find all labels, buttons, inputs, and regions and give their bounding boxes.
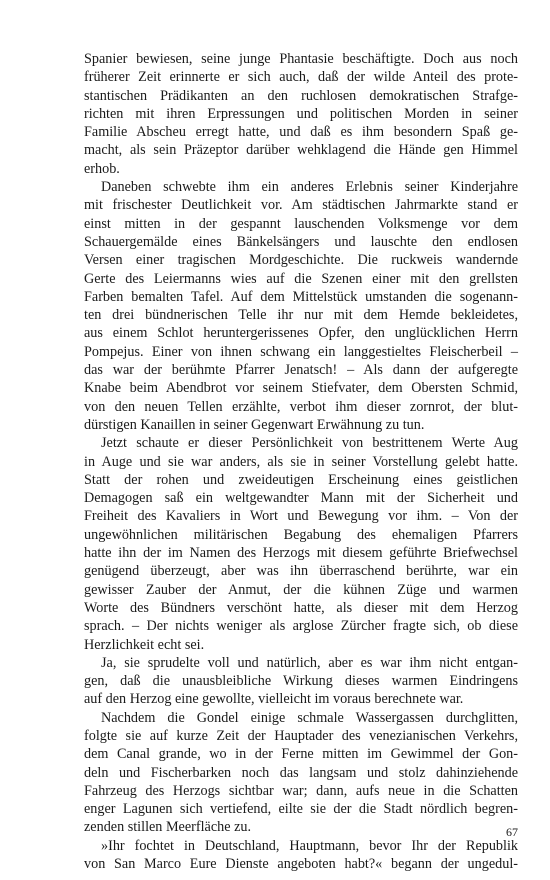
text-line: Jetzt schaute er dieser Persönlichkeit von bestrittenem Werte Aug	[101, 435, 518, 452]
text-line: genügend überzeugt, aber was ihn überraschend berührte, war ein	[84, 563, 518, 580]
page-number: 67	[506, 825, 518, 839]
text-line: deln und Fischerbarken noch das langsam und stolz dahinziehende	[84, 764, 518, 781]
text-line: »Ihr fochtet in Deutschland, Hauptmann, bevor Ihr der Republik	[101, 837, 518, 854]
text-line: folgte sie auf kurze Zeit der Hauptader des venezianischen Verkehrs,	[84, 727, 518, 744]
text-line: sprach. – Der nichts weniger als arglose Zürcher fragte sich, ob diese	[84, 618, 518, 635]
text-line: das war der berühmte Pfarrer Jenatsch! – Als dann der aufgeregte	[84, 362, 518, 379]
text-line: von den neuen Tellen erzählte, verbot ihm dieser zornrot, der blut-	[84, 398, 518, 415]
text-line: aus einem Schlot heruntergerissenes Opfer, den unglücklichen Herrn	[84, 325, 518, 342]
text-line: Gerte des Leiermanns wies auf die Szenen einer mit den grellsten	[84, 270, 518, 287]
text-line: einst mitten in der gespannt lauschenden Volksmenge vor dem	[84, 215, 518, 232]
text-line: Daneben schwebte ihm ein anderes Erlebnis seiner Kinderjahre	[101, 179, 518, 196]
text-line: von San Marco Eure Dienste angeboten habt?« begann der ungedul-	[84, 856, 518, 873]
text-line: enger Lagunen sich vertiefend, eilte sie der die Stadt nördlich begren-	[84, 801, 518, 818]
text-line: Statt der rohen und zweideutigen Erscheinung eines geistlichen	[84, 471, 518, 488]
text-line: Worte des Bündners verschönt hatte, als dieser mit dem Herzog	[84, 599, 518, 616]
text-line: Freiheit des Kavaliers in Wort und Bewegung vor ihm. – Von der	[84, 508, 518, 525]
text-line: mit frischester Deutlichkeit vor. Am städtischen Jahrmarkte stand er	[84, 197, 518, 214]
text-line: Pompejus. Einer von ihnen schwang ein langgestieltes Fleischerbeil –	[84, 343, 518, 360]
text-line: Nachdem die Gondel einige schmale Wassergassen durchglitten,	[101, 709, 518, 726]
text-line: Fahrzeug des Herzogs sichtbar war; dann, aufs neue in die Schatten	[84, 782, 518, 799]
text-line: Versen einer tragischen Mordgeschichte. Die ruckweis wandernde	[84, 252, 518, 269]
text-line: Farben bemalten Tafel. Auf dem Mittelstück umstanden die sogenann-	[84, 288, 518, 305]
text-line: erhob.	[84, 160, 120, 177]
text-line: dürstigen Kanaillen in seiner Gegenwart Erwähnung zu tun.	[84, 416, 425, 433]
text-line: Knabe beim Abendbrot vor seinem Stiefvater, dem Obersten Schmid,	[84, 380, 518, 397]
text-line: ungewöhnlichen militärischen Begabung des ehemaligen Pfarrers	[84, 526, 518, 543]
text-line: zenden stillen Meerfläche zu.	[84, 819, 252, 836]
text-line: gewisser Zauber der Anmut, der die kühnen Züge und warmen	[84, 581, 518, 598]
text-line: Ja, sie sprudelte voll und natürlich, aber es war ihm nicht entgan-	[101, 654, 518, 671]
text-line: stantischen Prädikanten an den ruchlosen demokratischen Strafge-	[84, 87, 518, 104]
text-line: Herzlichkeit echt sei.	[84, 636, 205, 653]
text-line: Schauergemälde eines Bänkelsängers und lauschte den endlosen	[84, 233, 518, 250]
text-line: früherer Zeit erinnerte er sich auch, daß der wilde Anteil des prote-	[84, 69, 518, 86]
text-line: Demagogen saß ein weltgewandter Mann mit der Sicherheit und	[84, 490, 518, 507]
text-line: richten mit ihren Erpressungen und politischen Morden in seiner	[84, 105, 518, 122]
text-line: gen, daß die unausbleibliche Wirkung dieses warmen Eindringens	[84, 673, 518, 690]
text-line: hatte ihn der im Namen des Herzogs mit diesem geführte Briefwechsel	[84, 545, 518, 562]
text-line: Familie Abscheu erregt hatte, und daß es ihm besondern Spaß ge-	[84, 124, 518, 141]
body-text	[84, 50, 518, 873]
text-line: ten drei bündnerischen Telle ihr nur mit dem Hemde bekleidetes,	[84, 307, 518, 324]
text-line: Spanier bewiesen, seine junge Phantasie beschäftigte. Doch aus noch	[84, 51, 518, 67]
text-line: dem Canal grande, wo in der Ferne mitten im Gewimmel der Gon-	[84, 746, 518, 763]
text-line: auf den Herzog eine gewollte, vielleicht im voraus berechnete war.	[84, 691, 464, 708]
text-line: in Auge und sie war anders, als sie in seiner Vorstellung gelebt hatte.	[84, 453, 518, 470]
text-line: macht, als sein Präzeptor darüber wehklagend die Hände gen Himmel	[84, 142, 518, 159]
